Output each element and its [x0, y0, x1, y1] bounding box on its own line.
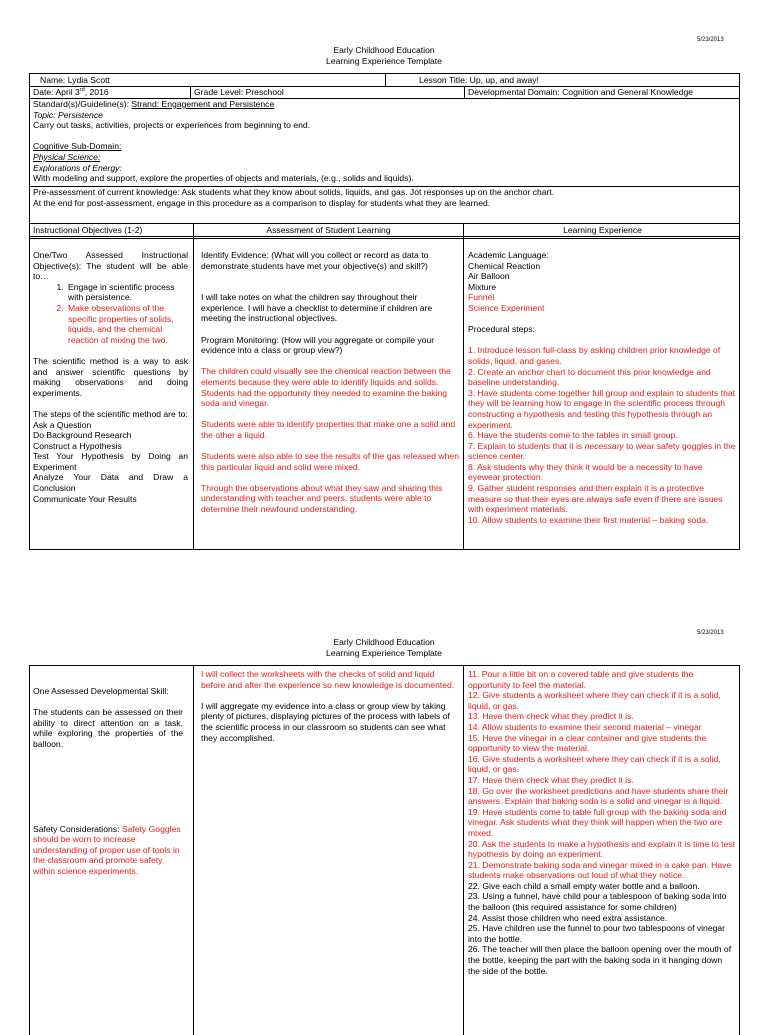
method-step: Communicate Your Results — [33, 493, 137, 504]
method-step: Test Your Hypothesis by Doing an Experiment — [33, 451, 188, 472]
procedure-step: 1. Introduce lesson full-class by asking children prior knowledge of solids, liquid, and gases. — [468, 345, 721, 366]
objective-2: 2. Make observations of the specific properties of solids, liquids, and the chemical reaction of mixing the two. — [66, 303, 188, 345]
lesson-date: Date: April 3rd, 2016 — [33, 87, 109, 97]
procedure-step: 20. Ask the students to make a hypothesis and explain it is time to test hypothesis by doing an experiment. — [468, 838, 736, 860]
procedure-column — [468, 669, 736, 976]
procedure-step: 18. Go over the worksheet predictions and have students share their answers. Explain that baking soda is a solid and vinegar is a liquid. — [468, 785, 729, 807]
procedure-step: 15. Have the vinegar in a clear container and give students the opportunity to view the material. — [468, 732, 707, 754]
term: Chemical Reaction — [468, 260, 541, 271]
page-title: Early Childhood Education — [333, 45, 435, 55]
main-table — [29, 223, 740, 550]
procedure-step: 14. Allow students to examine their second material – vinegar — [468, 721, 702, 732]
procedure-step: 16. Give students a worksheet where they can check if it is a solid, liquid, or gas. — [468, 753, 721, 775]
procedure-step: 19. Have students come to table full group with the baking soda and vinegar. Ask students what they think will happen when the two are mixed. — [468, 806, 727, 838]
method-step: Ask a Question — [33, 419, 92, 430]
column-header-learning: Learning Experience — [563, 225, 642, 235]
student-name: Name: Lydia Scott — [40, 75, 110, 85]
term: Air Balloon — [468, 271, 510, 282]
procedure-step: 8. Ask students why they think it would be a necessity to have eyewear protection. — [468, 461, 703, 483]
learning-column: Academic Language: Chemical Reaction Air Balloon Mixture Funnel Science Experiment Procedural steps: 1. Introduce lesson full-class by asking children prior knowledge of solids, liquid, and gases. 2. Create an anchor chart to document this prior knowledge and baseline understanding. 3. Have students come together full group and explain to students that they will be learning how to engage in the scientific process through constructing a hypothesis and testing this hypothesis through an experiment. 6. Have the students come to the tables in small group. 7. Explain to students that it is necessary to wear safety goggles in the science center. 8. Ask students why they think it would be a necessity to have eyewear protection. 9. Gather student responses and then explain it is a protective measure so that their eyes are always safe even if there are issues with experiment materials. 10. Allow students to examine their first material – baking soda. — [468, 250, 736, 525]
procedure-step: 25. Have children use the funnel to pour two tablespoons of vinegar into the bottle. — [468, 923, 726, 944]
procedure-step: 22. Give each child a small empty water bottle and a balloon. — [468, 880, 700, 891]
method-step: Construct a Hypothesis — [33, 440, 122, 451]
column-header-objectives: Instructional Objectives (1-2) — [33, 225, 143, 235]
objectives-column: One/Two Assessed Instructional Objective(s): The student will be able to… 1. Engage in scientific process with persistence. 2. Make observations of the specific properties of solids, liquids, and the chemical reaction of mixing the two. The scientific method is a way to ask and answer scientific questions by making observations and doing experiments. The steps of the scientific method are to: Ask a Question Do Background Research Construct a Hypothesis Test Your Hypothesis by Doing an Experiment Analyze Your Data and Draw a Conclusion Communicate Your Results — [33, 250, 188, 504]
standards: Standard(s)/Guideline(s): Strand: Engagement and Persistence Topic: Persistence Carry out tasks, activities, projects or experiences from beginning to end. Cognitive Sub-Domain: Physical Science: Explorations of Energy: With modeling and support, explore the properties of objects and materials, (e.g., solids and liquids). — [33, 99, 414, 184]
procedure-step: 2. Create an anchor chart to document this prior knowledge and baseline understanding. — [468, 366, 711, 388]
procedure-step: 3. Have students come together full group and explain to students that they will be learning how to engage in the scientific process through constructing a hypothesis and testing this hypothesis through an experiment. — [468, 387, 736, 430]
page-date: 5/23/2013 — [697, 37, 724, 43]
procedure-step: 13. Have them check what they predict it is. — [468, 711, 634, 722]
procedure-step: 23. Using a funnel, have child pour a tablespoon of baking soda into the balloon (this required assistance for some children) — [468, 891, 727, 913]
developmental-domain: Developmental Domain: Cognition and General Knowledge — [468, 87, 694, 97]
procedure-step: 10. Allow students to examine their first material – baking soda. — [468, 514, 709, 525]
term: Science Experiment — [468, 302, 545, 313]
skill-column: One Assessed Developmental Skill: The students can be assessed on their ability to direct attention on a task, while exploring the properties of the balloon. Safety Considerations: Safety Goggles should be worn to increase understanding of proper use of tools in the classroom and promote safety within science experiments. — [33, 686, 183, 876]
term: Funnel — [468, 292, 495, 303]
evidence-column: I will collect the worksheets with the checks of solid and liquid before and after the experience so new knowledge is documented. I will aggregate my evidence into a class or group view by taking plenty of pictures, displaying pictures of the process with labels of the scientific process in our classroom so students can see what they accomplished. — [201, 669, 455, 743]
term: Mixture — [468, 281, 497, 292]
header-block — [29, 73, 740, 239]
procedure-step: 24. Assist those children who need extra assistance. — [468, 912, 668, 923]
procedure-step: 21. Demonstrate baking soda and vinegar mixed in a cake pan. Have students make observations out loud of what they notice. — [468, 859, 732, 881]
procedure-step: 11. Pour a little bit on a covered table and give students the opportunity to feel the material. — [468, 669, 694, 690]
procedure-step: 9. Gather student responses and then explain it is a protective measure so that their eyes are always safe even if there are issues with experiment materials. — [468, 483, 723, 515]
objective-1: 1. Engage in scientific process with persistence. — [66, 282, 188, 303]
procedure-step: 6. Have the students come to the tables in small group. — [468, 430, 678, 441]
page2-date: 5/23/2013 — [697, 630, 724, 636]
lesson-title: Lesson Title: Up, up, and away! — [419, 75, 539, 85]
procedure-step: 17. Have them check what they predict it is. — [468, 774, 634, 785]
continuation-table — [29, 665, 740, 1035]
grade-level: Grade Level: Preschool — [194, 87, 284, 97]
procedure-step: 26. The teacher will then place the balloon opening over the mouth of the bottle, keeping the part with the baking soda in it hanging down the side of the bottle. — [468, 944, 732, 976]
page-subtitle: Learning Experience Template — [326, 56, 442, 66]
procedure-step: 7. Explain to students that it is necessary to wear safety goggles in the science center. — [468, 440, 736, 462]
assessment-column: Identify Evidence: (What will you collect or record as data to demonstrate students have met your objective(s) and skill?) I will take notes on what the children say throughout their experience. I will have a checklist to determine if children are meeting the instructional objectives. Program Monitoring: (How will you aggregate or compile your evidence into a class or group view?) The children could visually see the chemical reaction between the elements because they were able to identify liquids and solids. Students had the opportunity they needed to examine the baking soda and vinegar. Students were able to identify properties that make one a solid and the other a liquid. Students were also able to see the results of the gas released when this particular liquid and solid were mixed. Through the observations about what they saw and sharing this understanding with teacher and peers, students were able to determine their newfound understanding. — [201, 250, 459, 515]
column-header-assessment: Assessment of Student Learning — [266, 225, 391, 235]
page2-title: Early Childhood Education — [333, 637, 435, 647]
method-step: Do Background Research — [33, 430, 132, 441]
page2-subtitle: Learning Experience Template — [326, 648, 442, 658]
pre-assessment: Pre-assessment of current knowledge: Ask students what they know about solids, liquids, and gas. Jot responses up on the anchor chart. At the end for post-assessment, engage in this procedure as a comparison to display for students what they are learned. — [33, 187, 555, 208]
procedure-step: 12. Give students a worksheet where they can check if it is a solid, liquid, or gas. — [468, 690, 721, 711]
method-step: Analyze Your Data and Draw a Conclusion — [33, 472, 188, 494]
